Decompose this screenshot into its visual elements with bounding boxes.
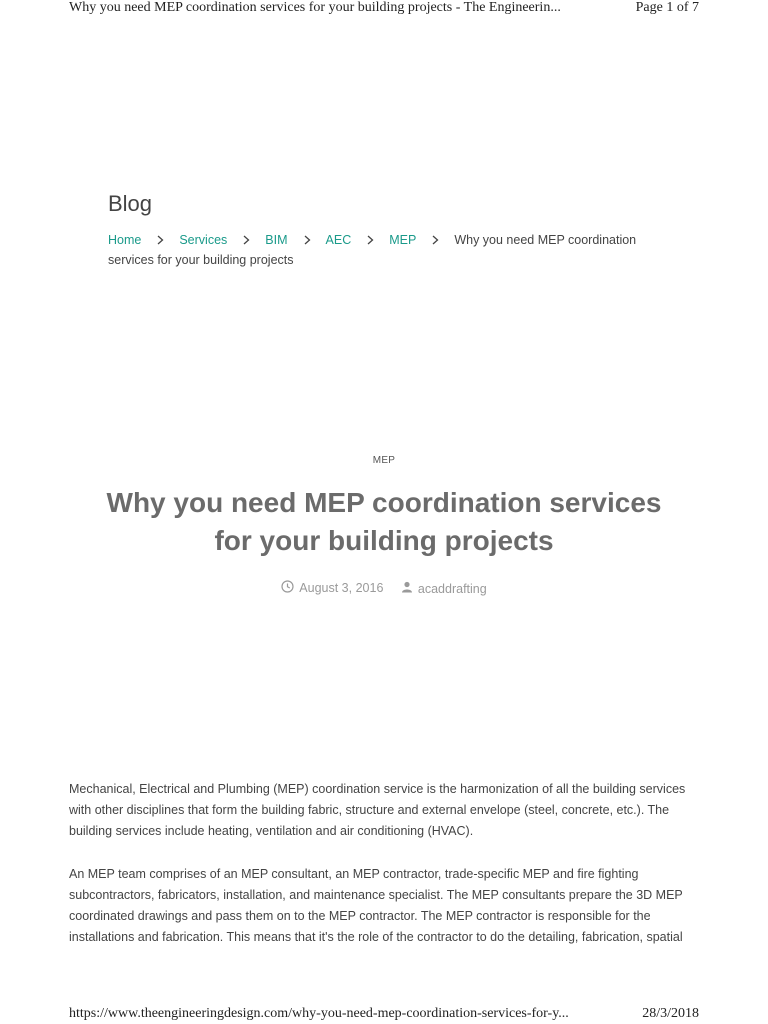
breadcrumb-services-link[interactable]: Services (179, 233, 228, 247)
content-paragraph: Mechanical, Electrical and Plumbing (MEP) coordination service is the harmonization of all the building services with other disciplines that form the building fabric, structure and external envelope (steel, concrete, etc.). The building services include heating, ventilation and air conditioning (HVAC). (69, 782, 686, 838)
post-author-name[interactable]: acaddrafting (417, 581, 487, 596)
post-author[interactable] (401, 581, 487, 596)
print-date: 28/3/2018 (642, 1006, 699, 1021)
print-page-title: Why you need MEP coordination services for your building projects - The Engineerin... (69, 0, 561, 15)
print-page-number: Page 1 of 7 (635, 0, 699, 15)
post-date (281, 580, 383, 596)
print-page-url: https://www.theengineeringdesign.com/why-you-need-mep-coordination-services-for-y... (69, 1006, 569, 1021)
blog-section-label: Blog (108, 191, 153, 216)
chevron-right-icon (157, 230, 165, 250)
breadcrumb-current-page: Why you need MEP coordination services for your building projects (108, 233, 637, 267)
post-meta (0, 580, 768, 596)
breadcrumb-aec-link[interactable]: AEC (325, 233, 352, 247)
breadcrumb-bim-link[interactable]: BIM (265, 233, 288, 247)
content-paragraph: An MEP team comprises of an MEP consultant, an MEP contractor, trade-specific MEP and fire fighting subcontractors, fabricators, installation, and maintenance specialist. The MEP consultants prepare the 3D MEP coordinated drawings and pass them on to the MEP contractor. The MEP contractor is responsible for the installations and fabrication. This means that it's the role of the contractor to do the detailing, fabrication, spatial (69, 867, 683, 944)
chevron-right-icon (432, 230, 440, 250)
breadcrumb (108, 230, 648, 270)
post-content (69, 779, 699, 970)
breadcrumb-mep-link[interactable]: MEP (389, 233, 417, 247)
chevron-right-icon (243, 230, 251, 250)
print-header (69, 0, 699, 18)
chevron-right-icon (367, 230, 375, 250)
post-category-link[interactable]: MEP (372, 455, 396, 466)
chevron-right-icon (304, 230, 312, 250)
breadcrumb-home-link[interactable]: Home (108, 233, 142, 247)
user-icon (401, 581, 418, 596)
post-title: Why you need MEP coordination services for your building projects (106, 487, 662, 556)
post-date-text: August 3, 2016 (299, 581, 384, 595)
print-footer (69, 1004, 699, 1024)
clock-icon (281, 580, 299, 596)
